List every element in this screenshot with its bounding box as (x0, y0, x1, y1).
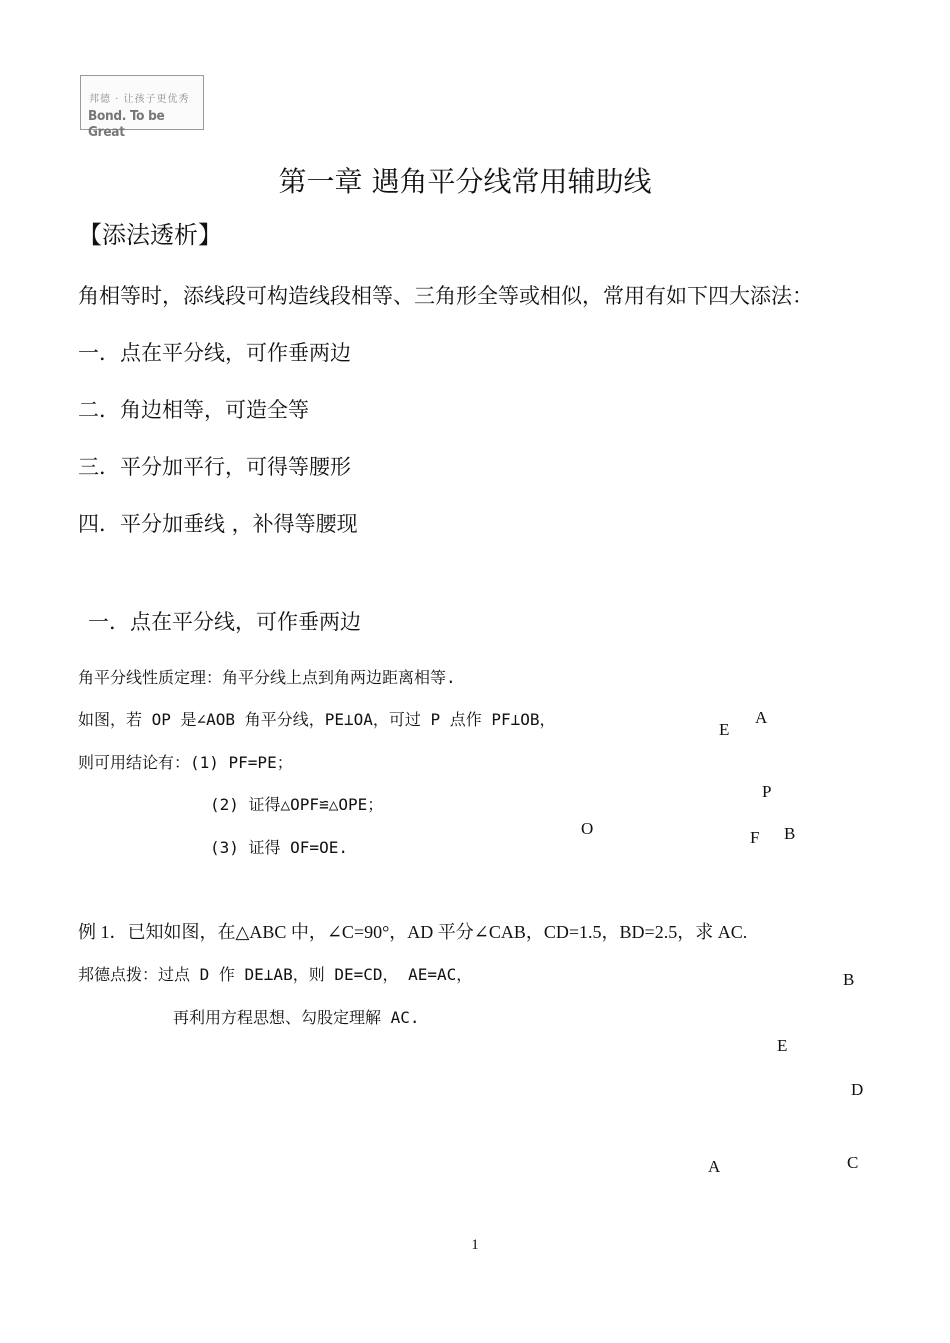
figure2-point-a: A (708, 1157, 721, 1176)
theorem-text: 角平分线性质定理：角平分线上点到角两边距离相等. (78, 668, 456, 687)
figure1-point-o: O (581, 819, 594, 838)
figure2-point-e: E (777, 1036, 788, 1055)
figure1-point-b: B (784, 824, 796, 843)
figure2-point-c: C (847, 1153, 859, 1172)
given-text: 如图，若 OP 是∠AOB 角平分线，PE⊥OA，可过 P 点作 PF⊥OB， (78, 710, 556, 729)
logo-english-text: Bond. To be Great (88, 108, 165, 140)
intro-text: 角相等时，添线段可构造线段相等、三角形全等或相似，常用有如下四大添法： (78, 284, 813, 308)
chapter-title: 第一章 遇角平分线常用辅助线 (278, 165, 652, 198)
figure1-point-a: A (755, 708, 768, 727)
conclusion-2: (2) 证得△OPF≌△OPE； (210, 795, 384, 814)
example-1-hint: 邦德点拨：过点 D 作 DE⊥AB，则 DE=CD， AE=AC， (78, 965, 473, 984)
section-1-title: 一．点在平分线，可作垂两边 (88, 610, 361, 634)
method-item-1: 一．点在平分线，可作垂两边 (78, 341, 351, 365)
example-1-problem: 例 1．已知如图，在△ABC 中，∠C=90°，AD 平分∠CAB，CD=1.5，BD=2.5，求 AC. (78, 922, 748, 942)
conclusion-1: 则可用结论有：(1) PF=PE； (78, 753, 293, 772)
figure1-point-f: F (750, 828, 760, 847)
figure2-point-d: D (851, 1080, 864, 1099)
example-1-hint-continued: 再利用方程思想、勾股定理解 AC. (173, 1008, 420, 1027)
figure1-point-e: E (719, 720, 730, 739)
section-heading: 【添法透析】 (78, 221, 222, 249)
method-item-2: 二．角边相等，可造全等 (78, 398, 309, 422)
method-item-4: 四．平分加垂线 ，补得等腰现 (78, 512, 358, 536)
method-item-3: 三．平分加平行，可得等腰形 (78, 455, 351, 479)
conclusion-3: (3) 证得 OF=OE. (210, 838, 348, 857)
page-number: 1 (471, 1237, 479, 1253)
logo (80, 75, 204, 140)
logo-chinese-text: 邦德 · 让孩子更优秀 (89, 94, 190, 105)
figure1-point-p: P (762, 782, 772, 801)
figure2-point-b: B (843, 970, 855, 989)
